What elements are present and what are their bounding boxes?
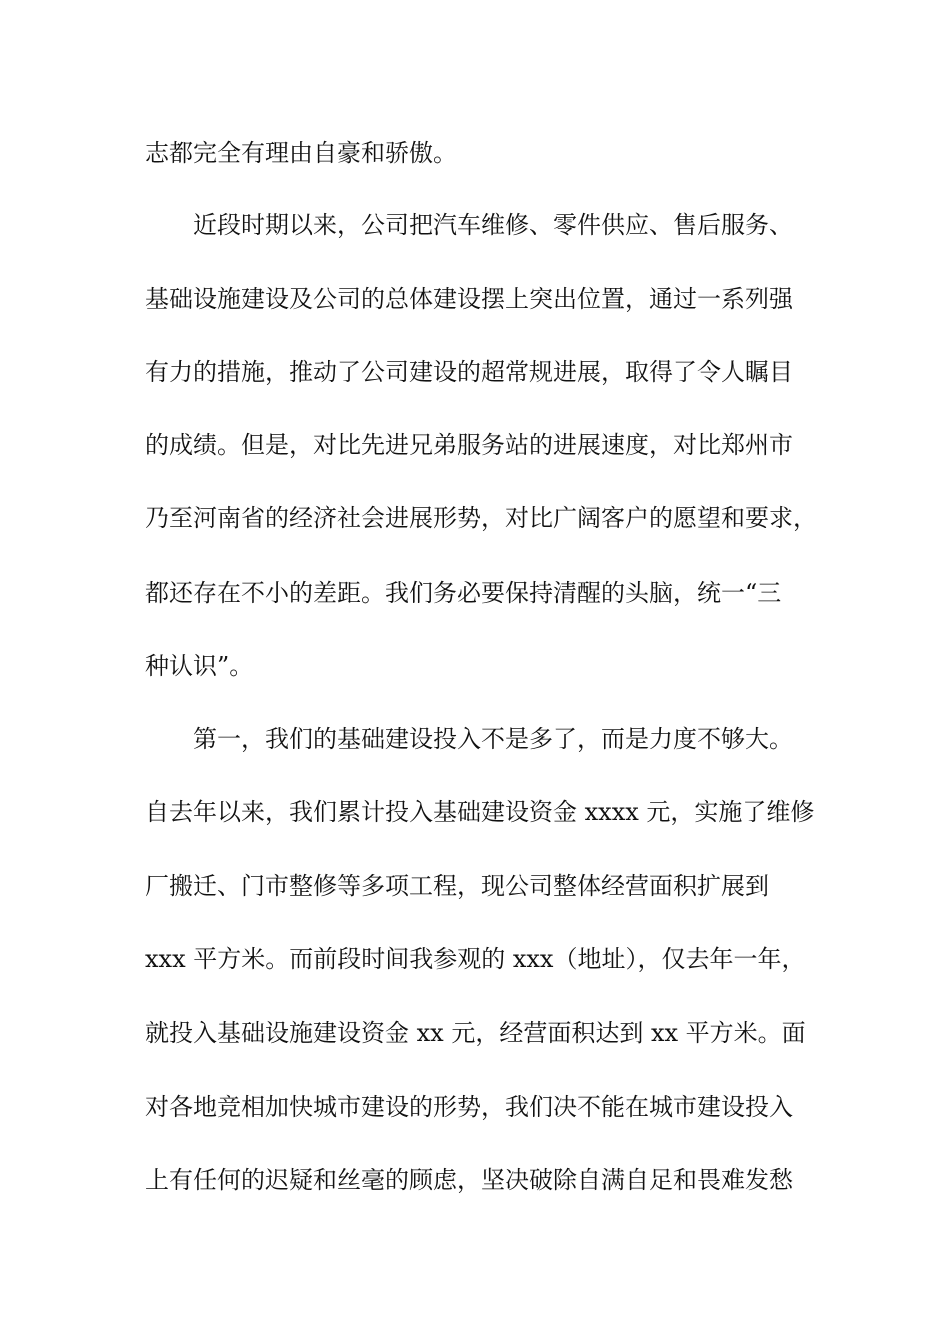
text-line: 基础设施建设及公司的总体建设摆上突出位置，通过一系列强 [145, 285, 793, 313]
text-line: 志都完全有理由自豪和骄傲。 [145, 139, 457, 167]
text-line: 自去年以来，我们累计投入基础建设资金 xxxx 元，实施了维修 [145, 798, 815, 826]
paragraph-start: 第一，我们的基础建设投入不是多了，而是力度不够大。 [193, 725, 793, 753]
text-line: 厂搬迁、门市整修等多项工程，现公司整体经营面积扩展到 [145, 872, 769, 900]
text-line: 都还存在不小的差距。我们务必要保持清醒的头脑，统一“三 [145, 579, 782, 607]
text-line: 对各地竞相加快城市建设的形势，我们决不能在城市建设投入 [145, 1093, 793, 1121]
text-line: 就投入基础设施建设资金 xx 元，经营面积达到 xx 平方米。面 [145, 1019, 806, 1047]
paragraph-start: 近段时期以来，公司把汽车维修、零件供应、售后服务、 [193, 211, 793, 239]
text-line: 上有任何的迟疑和丝毫的顾虑，坚决破除自满自足和畏难发愁 [145, 1166, 793, 1194]
text-line: 乃至河南省的经济社会进展形势，对比广阔客户的愿望和要求， [145, 504, 817, 532]
text-line: 有力的措施，推动了公司建设的超常规进展，取得了令人瞩目 [145, 358, 793, 386]
text-line: xxx 平方米。而前段时间我参观的 xxx（地址），仅去年一年， [145, 945, 806, 973]
text-line: 种认识”。 [145, 652, 254, 680]
text-line: 的成绩。但是，对比先进兄弟服务站的进展速度，对比郑州市 [145, 431, 793, 459]
